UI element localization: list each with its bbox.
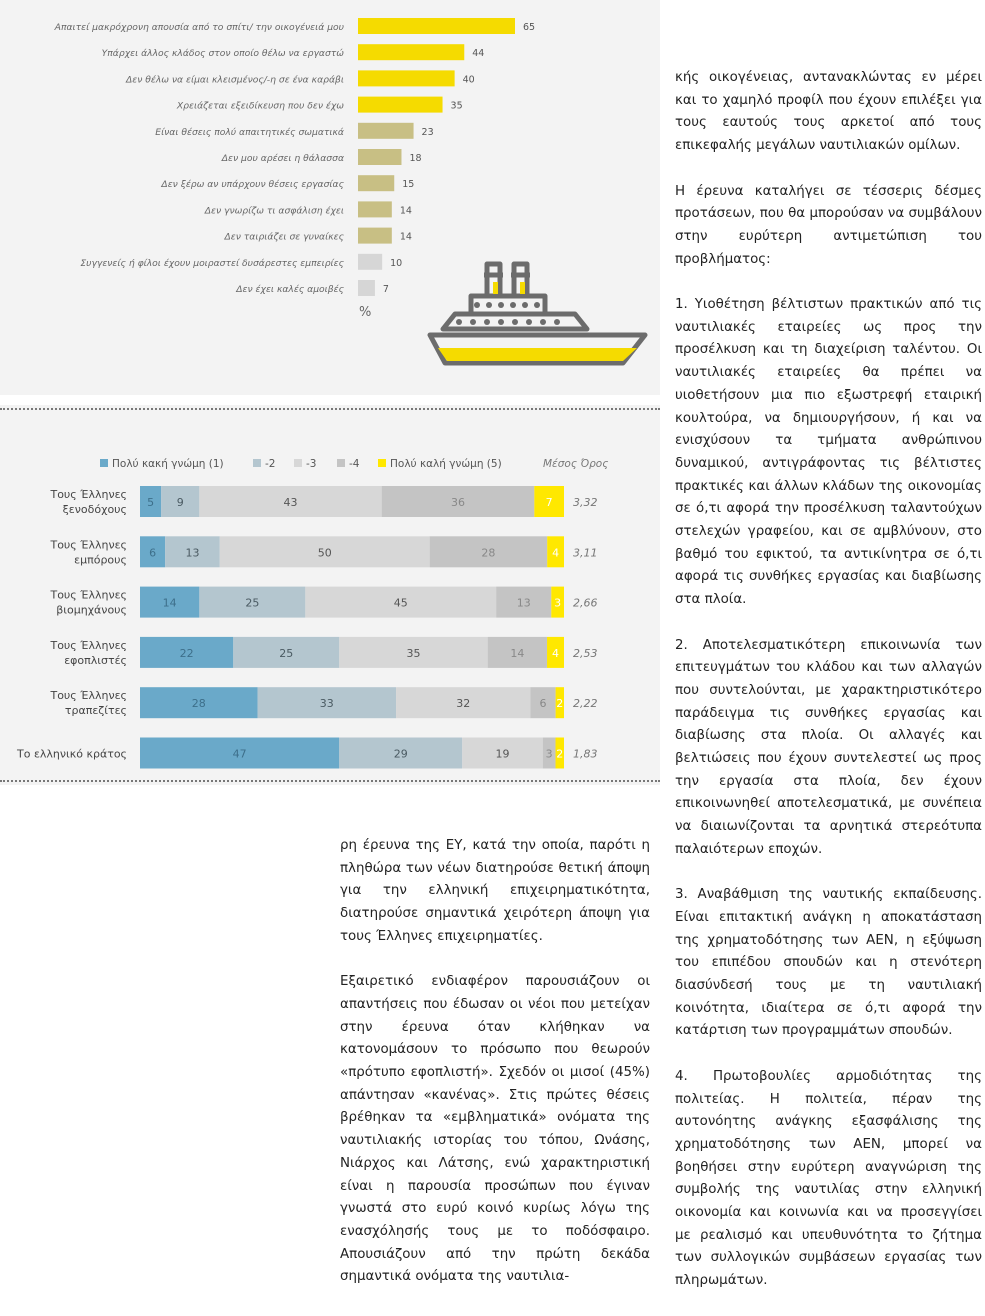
segment-label: 6 [149,546,157,560]
category-label: Χρειάζεται εξειδίκευση που δεν έχω [176,100,344,112]
segment-label: 25 [245,596,260,610]
legend-label: Πολύ καλή γνώμη (5) [390,458,502,470]
category-label: Δεν έχει καλές αμοιβές [236,284,344,295]
legend-swatch [294,459,302,467]
category-label: ξενοδόχους [62,503,127,516]
segment-label: 29 [393,747,408,761]
value-label: 10 [390,257,403,269]
category-label: Τους Έλληνες [50,488,127,501]
dotted-divider-top [0,408,660,410]
segment-label: 28 [481,546,496,560]
category-label: τραπεζίτες [64,704,127,718]
mean-value: 1,83 [573,747,598,761]
mean-value: 3,11 [573,546,598,560]
bar [358,149,401,165]
segment-label: 5 [147,496,155,509]
bar [358,44,464,60]
category-label: Τους Έλληνες [50,689,127,703]
value-label: 14 [399,231,412,243]
segment-label: 35 [406,646,421,660]
legend-label: Πολύ κακή γνώμη (1) [112,458,224,470]
bar [358,70,455,86]
category-label: Είναι θέσεις πολύ απαιτητικές σωματικά [155,126,344,138]
category-label: εφοπλιστές [64,653,127,667]
value-label: 7 [382,284,389,295]
right-paragraph: 3. Αναβάθμιση της ναυτικής εκπαίδευσης. Είναι επιτακτική ανάγκη η αποκατάσταση της χρηματοδότησης των ΑΕΝ, η εξύψωση του επιπέδου σπουδών και η στενότερη διασύνδεσή τους με τη ναυτιλιακή κοινότητα, ιδιαίτερα σε ό,τι αφορά την κατάρτιση των προγραμμάτων σπουδών. [675,887,982,1039]
segment-label: 3 [554,596,562,610]
segment-label: 36 [451,496,465,509]
category-label: Δεν γνωρίζω τι ασφάλιση έχει [204,205,344,217]
segment-label: 4 [552,546,560,560]
mean-value: 2,22 [573,697,598,711]
segment-label: 2 [556,747,564,761]
segment-label: 13 [516,596,531,610]
article-column-right [675,67,982,1316]
opinion-stacked-bar-chart [0,440,660,780]
mean-header: Μέσος Όρος [543,458,609,470]
segment-label: 6 [539,697,547,711]
category-label: Τους Έλληνες [50,588,127,602]
segment-label: 9 [176,496,184,509]
segment-label: 7 [545,496,553,509]
segment-label: 14 [162,596,177,610]
bar [358,123,414,139]
segment-label: 43 [283,496,298,509]
ship-icon [425,255,650,370]
mean-value: 2,66 [573,596,598,610]
segment-label: 13 [185,546,200,560]
segment-label: 25 [279,646,294,660]
value-label: 35 [450,100,463,112]
value-label: 18 [409,153,422,164]
value-label: 65 [523,22,536,33]
legend-label: -2 [265,458,276,470]
legend-swatch [378,459,386,467]
legend-swatch [337,459,345,467]
value-label: 14 [399,205,412,217]
bar [358,175,394,191]
mean-value: 2,53 [573,646,598,660]
category-label: Δεν ξέρω αν υπάρχουν θέσεις εργασίας [161,179,344,191]
category-label: εμπόρους [74,553,127,567]
category-label: Απαιτεί μακρόχρονη απουσία από το σπίτι/ την οικογένειά μου [54,22,344,33]
category-label: Συγγενείς ή φίλοι έχουν μοιραστεί δυσάρεστες εμπειρίες [80,257,344,269]
value-label: 15 [402,179,415,191]
bar [358,18,515,34]
dotted-divider-bottom [0,780,660,782]
mid-paragraph: ρη έρευνα της ΕΥ, κατά την οποία, παρότι η πληθώρα των νέων διατηρούσε θετική άποψη για την ελληνική επιχειρηματικότητα, διατηρούσε σημαντικά χειρότερη άποψη για τους Έλληνες επιχειρηματίες. [340,838,650,944]
segment-label: 33 [319,697,334,711]
segment-label: 14 [510,646,525,660]
category-label: Δεν μου αρέσει η θάλασσα [221,153,344,164]
mid-paragraph: Εξαιρετικό ενδιαφέρον παρουσιάζουν οι απαντήσεις που έδωσαν οι νέοι που μετείχαν στην έρευνα όταν κλήθηκαν να κατονομάσουν το πρόσωπο που θεωρούν «πρότυπο εφοπλιστή». Σχεδόν οι μισοί (45%) απάντησαν «κανένας». Στις πρώτες θέσεις βρέθηκαν τα «εμβληματικά» ονόματα της ναυτιλιακής ιστορίας του τόπου, Ωνάσης, Νιάρχος και Λάτσης, ενώ χαρακτηριστική είναι η παρουσία προσώπων που έγιναν γνωστά στο ευρύ κοινό κυρίως λόγω της ενασχόλησής τους με το ποδόσφαιρο. Απουσιάζουν από την πρώτη δεκάδα σημαντικά ονόματα της ναυτιλια- [340,974,650,1285]
mean-value: 3,32 [573,496,598,509]
segment-label: 50 [317,546,332,560]
segment-label: 32 [456,697,471,711]
bar [358,280,375,296]
category-label: βιομηχάνους [56,603,127,617]
category-label: Το ελληνικό κράτος [17,747,127,761]
segment-label: 4 [552,646,560,660]
segment-label: 47 [232,747,247,761]
category-label: Δεν θέλω να είμαι κλεισμένος/-η σε ένα καράβι [125,74,344,86]
segment-label: 3 [545,747,553,761]
right-paragraph: 4. Πρωτοβουλίες αρμοδιότητας της πολιτείας. Η πολιτεία, πέραν της αυτονόητης ανάγκης εξασφάλισης της χρηματοδότησης των ΑΕΝ, μπορεί να βοηθήσει στην ευρύτερη αναγνώριση της συμβολής της ναυτιλίας στην ελληνική οικονομία και κοινωνία και να προσεγγίσει με ρεαλισμό και υπευθυνότητα το ζήτημα των συλλογικών συμβάσεων εργασίας των πληρωμάτων. [675,1068,982,1289]
right-paragraph: 1. Υιοθέτηση βέλτιστων πρακτικών από τις ναυτιλιακές εταιρείες ως προς την προσέλκυση και τη διαχείριση ταλέντου. Οι ναυτιλιακές εταιρείες θα πρέπει να υιοθετήσουν μια πιο εξωστρεφή εταιρική κουλτούρα, να δημιουργήσουν, ή και να ενισχύσουν τα τμήματα ανθρώπινου δυναμικού, αντιγράφοντας τις βέλτιστες πρακτικές και άλλων κλάδων της οικονομίας σε ό,τι αφορά την προσέλκυση ταλαντούχων στελεχών γραφείου, και σε αμβλύνουν, στο βαθμό του εφικτού, τα αντικίνητρα σε ό,τι αφορά τις συνθήκες εργασίας και διαβίωσης στα πλοία. [675,297,982,608]
segment-label: 22 [179,646,194,660]
value-label: 40 [462,74,475,86]
value-label: 44 [472,48,485,60]
article-column-middle [340,835,650,1312]
right-paragraph: 2. Αποτελεσματικότερη επικοινωνία των επιτευγμάτων του κλάδου και των αλλαγών που συντελούνται, με χαρακτηριστικότερο παράδειγμα τις συνθήκες εργασίας και διαβίωσης στα πλοία. Οι αλλαγές και βελτιώσεις που έχουν συντελεστεί ως προς την εργασία στα πλοία, δεν έχουν επικοινωνηθεί αποτελεσματικά, με συνέπεια να διαιωνίζονται τα αρνητικά στερεότυπα παλαιότερων εποχών. [675,637,982,857]
bar [358,254,382,270]
bar [358,228,392,244]
legend-label: -3 [306,458,317,470]
value-label: 23 [421,126,434,138]
category-label: Τους Έλληνες [50,638,127,652]
right-paragraph: κής οικογένειας, αντανακλώντας εν μέρει και το χαμηλό προφίλ που έχουν επιλέξει για τους εαυτούς τους αρκετοί από τους επικεφαλής μεγάλων ναυτιλιακών ομίλων. [675,70,982,154]
bar [358,97,443,113]
segment-label: 19 [495,747,510,761]
bar [358,201,392,217]
legend-label: -4 [349,458,360,470]
unit-label: % [359,305,372,320]
legend-swatch [100,459,108,467]
category-label: Υπάρχει άλλος κλάδος στον οποίο θέλω να εργαστώ [101,48,344,60]
segment-label: 2 [556,697,564,711]
category-label: Δεν ταιριάζει σε γυναίκες [224,231,344,243]
right-paragraph: Η έρευνα καταλήγει σε τέσσερις δέσμες προτάσεων, που θα μπορούσαν να συμβάλουν στην ευρύτερη αντιμετώπιση του προβλήματος: [675,183,982,267]
legend-swatch [253,459,261,467]
category-label: Τους Έλληνες [50,538,127,552]
segment-label: 28 [191,697,206,711]
segment-label: 45 [393,596,408,610]
